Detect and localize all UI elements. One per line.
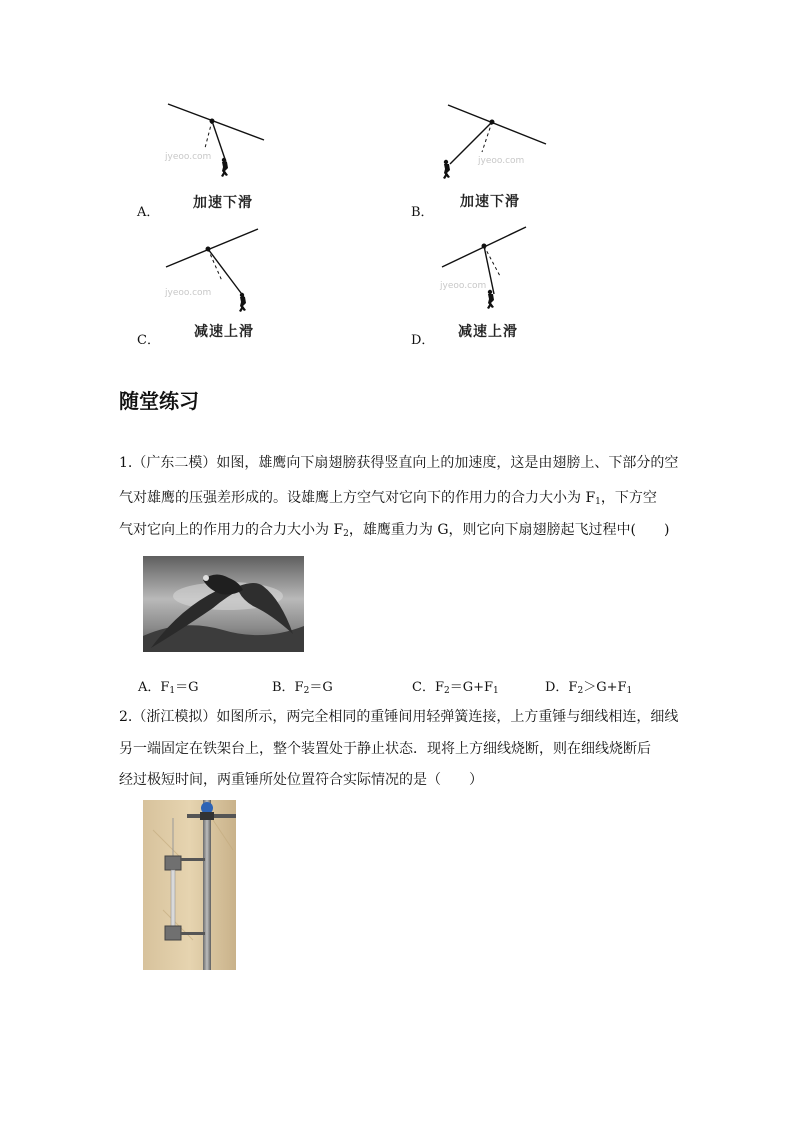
- question-text: 2.（浙江模拟）如图所示，两完全相同的重锤间用轻弹簧连接，上方重锤与细线相连，细线: [119, 709, 679, 725]
- option-letter: B．: [411, 205, 434, 220]
- section-title: 随堂练习: [119, 389, 199, 413]
- option-letter: A．: [137, 205, 160, 220]
- iron-stand-photo: [143, 800, 236, 970]
- eagle-photo: [143, 556, 304, 652]
- question-text: 经过极短时间，两重锤所处位置符合实际情况的是（ ）: [119, 772, 483, 788]
- climber-icon: [443, 160, 450, 179]
- option-d: D．$F_2>G+F_1$: [545, 680, 633, 696]
- question-text: 1.（广东二模）如图，雄鹰向下扇翅膀获得竖直向上的加速度，这是由翅膀上、下部分的空: [119, 455, 679, 471]
- watermark: jyeoo.com: [165, 288, 212, 298]
- figure-caption: 减速上滑: [458, 324, 518, 340]
- incline-diagram: [162, 225, 262, 320]
- climber-icon: [487, 290, 494, 309]
- incline-diagram: [160, 100, 270, 190]
- climber-icon: [239, 293, 246, 312]
- figure-caption: 加速下滑: [193, 195, 253, 211]
- incline-diagram: [438, 222, 530, 317]
- question-text: 另一端固定在铁架台上，整个装置处于静止状态．现将上方细线烧断，则在细线烧断后: [119, 741, 651, 757]
- option-c: C．$F_2=G+F_1$: [412, 680, 499, 696]
- question-text: 气对雄鹰的压强差形成的。设雄鹰上方空气对它向下的作用力的合力大小为 $F_1$，下方空: [119, 490, 657, 507]
- option-letter: D．: [411, 333, 435, 348]
- figure-caption: 加速下滑: [460, 194, 520, 210]
- incline-diagram: [436, 100, 551, 190]
- climber-icon: [221, 158, 228, 177]
- figure-caption: 减速上滑: [194, 324, 254, 340]
- watermark: jyeoo.com: [478, 156, 525, 166]
- option-b: B．$F_2=G$: [272, 680, 333, 696]
- watermark: jyeoo.com: [440, 281, 487, 291]
- watermark: jyeoo.com: [165, 152, 212, 162]
- option-letter: C．: [137, 333, 160, 348]
- option-a: A．$F_1=G$: [138, 680, 199, 696]
- question-text: 气对它向上的作用力的合力大小为 $F_2$，雄鹰重力为 G，则它向下扇翅膀起飞过程中( ): [119, 522, 670, 539]
